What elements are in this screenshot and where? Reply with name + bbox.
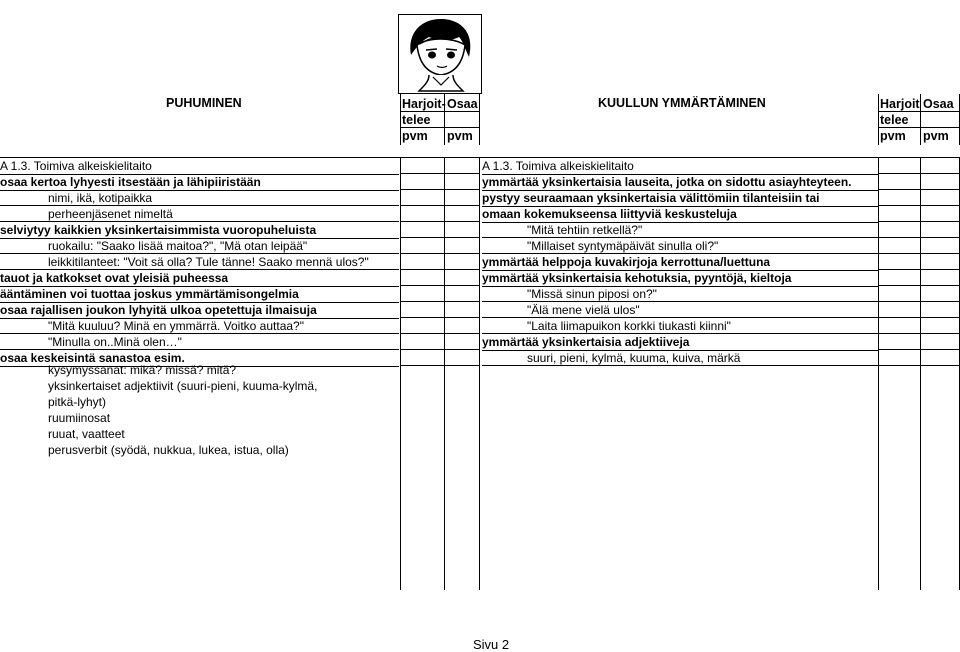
left-knows-date-label: pvm: [447, 129, 473, 143]
right-check-rule: [878, 253, 960, 254]
right-check-rule: [878, 173, 960, 174]
left-check-rule: [400, 253, 480, 254]
right-row: "Millaiset syntymäpäivät sinulla oli?": [482, 238, 878, 254]
left-check-rule: [400, 365, 480, 366]
right-row: pystyy seuraamaan yksinkertaisia välittömiin tilanteisiin tai: [482, 190, 878, 207]
left-check-rule: [400, 349, 480, 350]
left-row: ruuat, vaatteet: [48, 427, 125, 441]
left-practice-label-2: telee: [402, 113, 431, 127]
right-row: A 1.3. Toimiva alkeiskielitaito: [482, 158, 878, 175]
left-check-rule: [400, 205, 480, 206]
right-row: ymmärtää yksinkertaisia lauseita, jotka on sidottu asiayhteyteen.: [482, 174, 878, 191]
right-row: ymmärtää helppoja kuvakirjoja kerrottuna/luettuna: [482, 254, 878, 271]
right-row: omaan kokemukseensa liittyviä keskusteluja: [482, 206, 878, 223]
left-row: perusverbit (syödä, nukkua, lukea, istua, olla): [48, 443, 289, 457]
col-line-left-b: [444, 94, 445, 145]
left-row: ääntäminen voi tuottaa joskus ymmärtämisongelmia: [0, 286, 399, 303]
header-rule-right-1: [878, 111, 960, 112]
left-row: osaa kertoa lyhyesti itsestään ja lähipiiristään: [0, 174, 399, 191]
right-check-rule: [878, 269, 960, 270]
left-check-rule: [400, 221, 480, 222]
left-knows-header: [447, 96, 478, 144]
right-knows-header: [923, 96, 954, 144]
right-knows-label: Osaa: [923, 97, 954, 111]
left-row: tauot ja katkokset ovat yleisiä puheessa: [0, 270, 399, 287]
left-check-rule: [400, 333, 480, 334]
right-check-rule: [878, 317, 960, 318]
left-check-rule: [400, 237, 480, 238]
page-number: Sivu 2: [473, 637, 510, 652]
speaking-section-title: PUHUMINEN: [166, 96, 242, 110]
right-row: "Missä sinun piposi on?": [482, 286, 878, 302]
right-row: ymmärtää yksinkertaisia kehotuksia, pyyntöjä, kieltoja: [482, 270, 878, 287]
right-practice-label-2: telee: [880, 113, 909, 127]
left-practice-date-label: pvm: [402, 129, 428, 143]
right-check-rule: [878, 333, 960, 334]
left-row: ruokailu: "Saako lisää maitoa?", "Mä otan leipää": [0, 238, 399, 254]
right-check-rule: [878, 301, 960, 302]
left-row: perheenjäsenet nimeltä: [0, 206, 399, 222]
left-practice-label-1: Harjoit-: [402, 97, 446, 111]
left-row: kysymyssanat: mikä? missä? mitä?: [48, 363, 237, 377]
col-line-right-a: [878, 94, 879, 145]
col-line-left-a: [400, 94, 401, 145]
right-check-rule: [878, 221, 960, 222]
child-drawing-icon: [399, 15, 481, 93]
right-knows-date-label: pvm: [923, 129, 949, 143]
right-check-rule: [878, 205, 960, 206]
left-row: "Mitä kuuluu? Minä en ymmärrä. Voitko auttaa?": [0, 318, 399, 334]
header-rule-left-1: [400, 111, 480, 112]
left-check-rule: [400, 285, 480, 286]
right-row: "Laita liimapuikon korkki tiukasti kiinni": [482, 318, 878, 334]
right-check-rule: [878, 365, 960, 366]
left-check-rule: [400, 317, 480, 318]
left-row: yksinkertaiset adjektiivit (suuri-pieni, kuuma-kylmä,: [48, 379, 318, 393]
col-line-left-c: [479, 94, 480, 145]
right-check-rule: [878, 237, 960, 238]
right-row: "Mitä tehtiin retkellä?": [482, 222, 878, 238]
right-practice-label-1: Harjoit: [880, 97, 920, 111]
left-row: selviytyy kaikkien yksinkertaisimmista vuoropuheluista: [0, 222, 399, 239]
listening-section-title: KUULLUN YMMÄRTÄMINEN: [598, 96, 766, 110]
right-practice-header: [880, 96, 920, 144]
right-check-rule: [878, 189, 960, 190]
right-practice-date-label: pvm: [880, 129, 906, 143]
left-knows-label: Osaa: [447, 97, 478, 111]
left-row: pitkä-lyhyt): [48, 395, 107, 409]
left-row: nimi, ikä, kotipaikka: [0, 190, 399, 206]
right-row: ymmärtää yksinkertaisia adjektiiveja: [482, 334, 878, 351]
left-row: osaa keskeisintä sanastoa esim.: [0, 350, 399, 367]
right-check-rule: [878, 285, 960, 286]
header-rule-left-2: [400, 127, 480, 128]
portrait-illustration: [398, 14, 482, 94]
header-rule-right-2: [878, 127, 960, 128]
left-check-rule: [400, 189, 480, 190]
left-row: leikkitilanteet: "Voit sä olla? Tule tänne! Saako mennä ulos?": [0, 254, 399, 270]
col-line-right-b: [920, 94, 921, 145]
left-check-rule: [400, 301, 480, 302]
left-row: "Minulla on..Minä olen…": [0, 334, 399, 350]
right-row: "Älä mene vielä ulos": [482, 302, 878, 318]
right-row: suuri, pieni, kylmä, kuuma, kuiva, märkä: [482, 350, 878, 366]
left-check-rule: [400, 269, 480, 270]
left-row: ruumiinosat: [48, 411, 111, 425]
left-row: osaa rajallisen joukon lyhyitä ulkoa opetettuja ilmaisuja: [0, 302, 399, 319]
left-row: A 1.3. Toimiva alkeiskielitaito: [0, 158, 399, 175]
right-check-rule: [878, 349, 960, 350]
left-practice-header: [402, 96, 446, 144]
left-check-rules: [400, 173, 480, 174]
